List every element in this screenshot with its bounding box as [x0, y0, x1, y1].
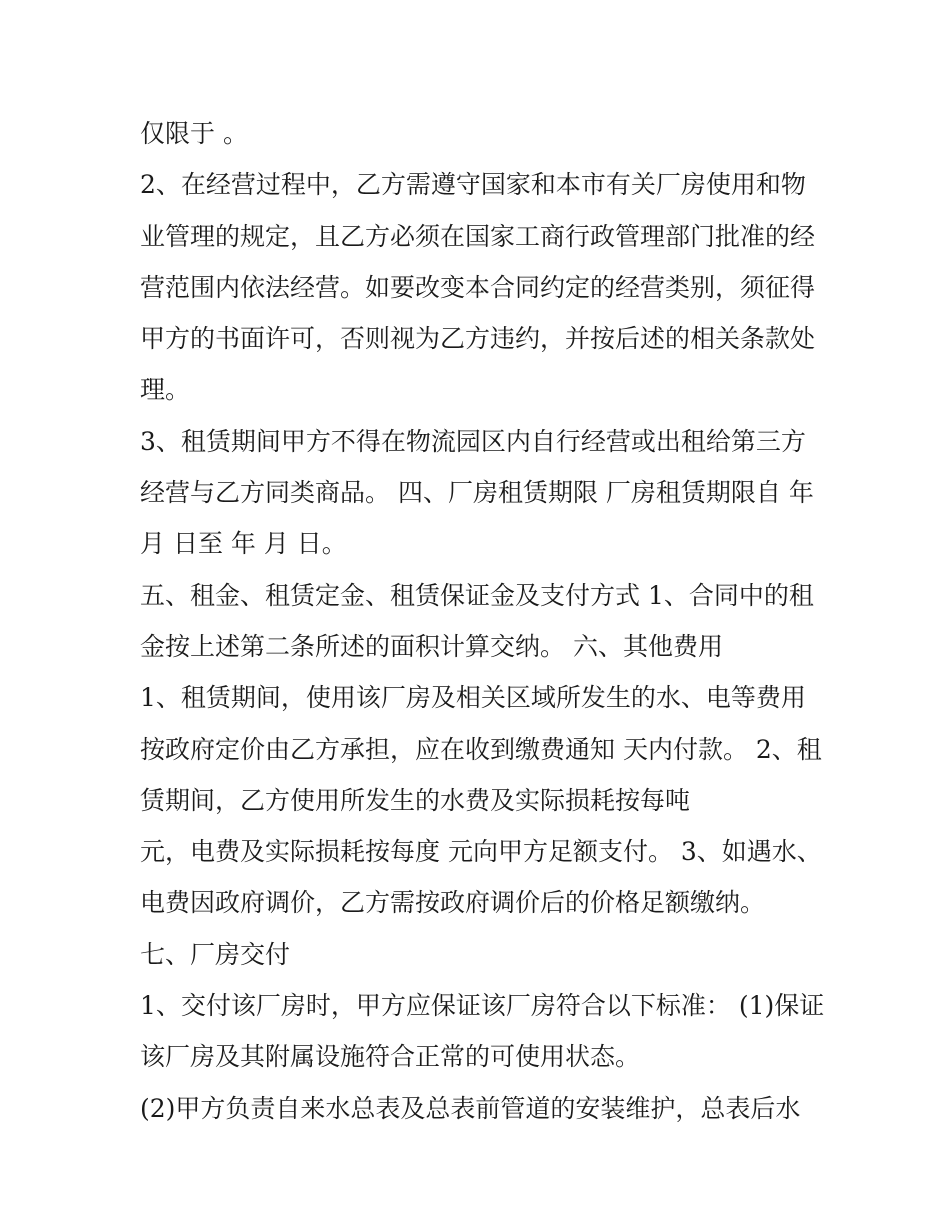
text-line: (2)甲方负责自来水总表及总表前管道的安装维护，总表后水: [140, 1093, 801, 1123]
text-line: 2、在经营过程中，乙方需遵守国家和本市有关厂房使用和物: [140, 170, 806, 200]
text-line: 仅限于 。: [140, 119, 248, 148]
text-line: 电费因政府调价，乙方需按政府调价后的价格足额缴纳。: [140, 888, 766, 918]
text-line: 赁期间，乙方使用所发生的水费及实际损耗按每吨: [140, 785, 691, 815]
text-line: 按政府定价由乙方承担，应在收到缴费通知 天内付款。 2、租: [140, 734, 822, 764]
text-line: 经营与乙方同类商品。 四、厂房租赁期限 厂房租赁期限自 年: [140, 478, 814, 508]
text-line: 理。: [140, 375, 191, 405]
text-line: 金按上述第二条所述的面积计算交纳。 六、其他费用: [140, 631, 723, 661]
text-line: 1、交付该厂房时，甲方应保证该厂房符合以下标准： (1)保证: [140, 991, 825, 1021]
text-line: 元，电费及实际损耗按每度 元向甲方足额支付。 3、如遇水、: [140, 837, 822, 867]
text-line: 甲方的书面许可，否则视为乙方违约，并按后述的相关条款处: [140, 324, 816, 354]
text-line: 该厂房及其附属设施符合正常的可使用状态。: [140, 1042, 641, 1072]
text-line: 业管理的规定，且乙方必须在国家工商行政管理部门批准的经: [140, 221, 816, 251]
text-line: 七、厂房交付: [140, 939, 291, 969]
text-line: 月 日至 年 月 日。: [140, 529, 347, 559]
text-line: 1、租赁期间，使用该厂房及相关区域所发生的水、电等费用: [140, 683, 806, 713]
text-line: 营范围内依法经营。如要改变本合同约定的经营类别，须征得: [140, 272, 816, 302]
text-line: 五、租金、租赁定金、租赁保证金及支付方式 1、合同中的租: [140, 580, 814, 610]
text-line: 3、租赁期间甲方不得在物流园区内自行经营或出租给第三方: [140, 426, 806, 456]
contract-text: [140, 108, 825, 1134]
